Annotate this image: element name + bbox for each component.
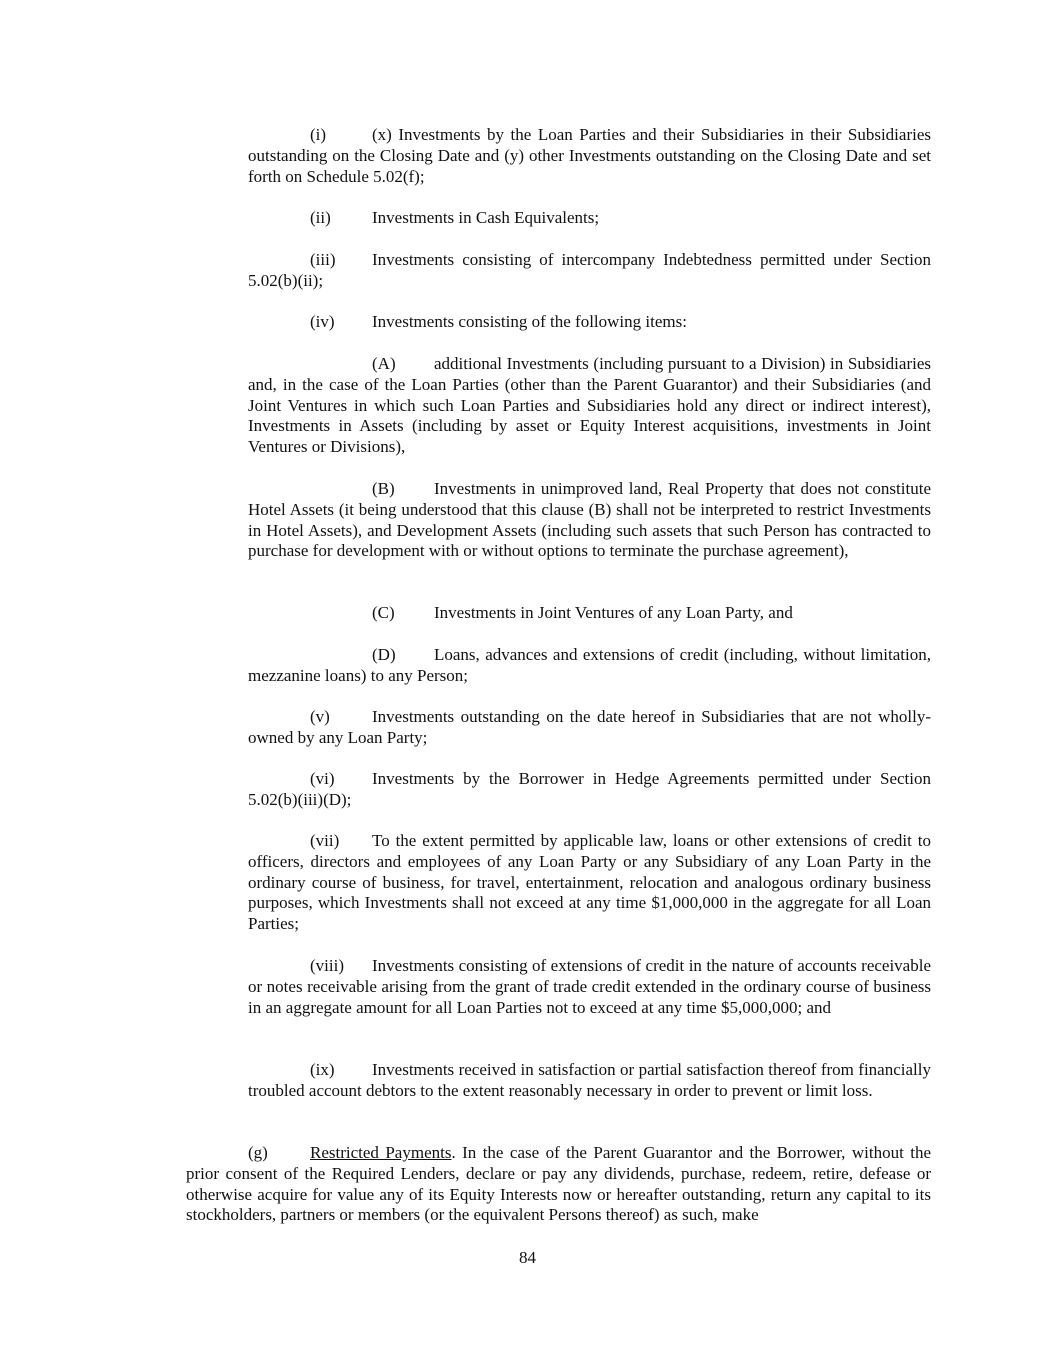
clause-label: (B)	[372, 479, 395, 498]
clause-text: Investments in unimproved land, Real Property that does not constitute Hotel Assets (it being understood that this clause (B) shall not be interpreted to restrict Investments in Hotel Assets), and Development Assets (including such assets that such Person has contracted to purchase for development with or without options to terminate the purchase agreement),	[248, 479, 931, 561]
clause-ix	[248, 1060, 931, 1102]
clause-ii	[248, 208, 931, 229]
clause-label: (vi)	[310, 769, 335, 788]
clause-i	[248, 125, 931, 187]
clause-vi	[248, 769, 931, 811]
clause-text: Investments consisting of intercompany Indebtedness permitted under Section 5.02(b)(ii);	[248, 250, 931, 290]
clause-iv	[248, 312, 931, 333]
clause-label: (i)	[310, 125, 327, 144]
clause-text: (x) Investments by the Loan Parties and their Subsidiaries in their Subsidiaries outstanding on the Closing Date and (y) other Investments outstanding on the Closing Date and set forth on Schedule 5.02(f);	[248, 125, 931, 186]
page-number: 84	[519, 1248, 536, 1267]
section-heading: Restricted Payments	[310, 1143, 452, 1162]
clause-label: (A)	[372, 354, 396, 373]
subclause-a	[248, 354, 931, 458]
clause-text: Investments in Joint Ventures of any Loan Party, and	[434, 603, 793, 622]
clause-label: (vii)	[310, 831, 340, 850]
clause-iii	[248, 250, 931, 292]
clause-text: Investments by the Borrower in Hedge Agreements permitted under Section 5.02(b)(iii)(D);	[248, 769, 931, 809]
clause-label: (D)	[372, 645, 396, 664]
section-heading-punct: .	[451, 1143, 456, 1162]
clause-text: Investments consisting of extensions of credit in the nature of accounts receivable or notes receivable arising from the grant of trade credit extended in the ordinary course of business in an aggregate amount for all Loan Parties not to exceed at any time $5,000,000; and	[248, 956, 931, 1017]
clause-label: (ix)	[310, 1060, 335, 1079]
clause-label: (C)	[372, 603, 395, 622]
clause-label: (ii)	[310, 208, 331, 227]
clause-viii	[248, 956, 931, 1018]
clause-text: Investments consisting of the following items:	[372, 312, 687, 331]
clause-label: (iii)	[310, 250, 336, 269]
subclause-c	[248, 603, 931, 624]
subclause-d	[248, 645, 931, 687]
clause-text: Loans, advances and extensions of credit (including, without limitation, mezzanine loans) to any Person;	[248, 645, 931, 685]
section-g	[186, 1143, 931, 1226]
clause-text: Investments received in satisfaction or partial satisfaction thereof from financially troubled account debtors to the extent reasonably necessary in order to prevent or limit loss.	[248, 1060, 931, 1100]
clause-label: (viii)	[310, 956, 344, 975]
section-label: (g)	[248, 1143, 268, 1162]
clause-text: Investments outstanding on the date hereof in Subsidiaries that are not wholly-owned by any Loan Party;	[248, 707, 931, 747]
clause-v	[248, 707, 931, 749]
clause-vii	[248, 831, 931, 935]
subclause-b	[248, 479, 931, 562]
clause-text: additional Investments (including pursuant to a Division) in Subsidiaries and, in the case of the Loan Parties (other than the Parent Guarantor) and their Subsidiaries (and Joint Ventures in which such Loan Parties and Subsidiaries hold any direct or indirect interest), Investments in Assets (including by asset or Equity Interest acquisitions, investments in Joint Ventures or Divisions),	[248, 354, 931, 457]
clause-label: (v)	[310, 707, 330, 726]
clause-text: To the extent permitted by applicable law, loans or other extensions of credit to officers, directors and employees of any Loan Party or any Subsidiary of any Loan Party in the ordinary course of business, for travel, entertainment, relocation and analogous ordinary business purposes, which Investments shall not exceed at any time $1,000,000 in the aggregate for all Loan Parties;	[248, 831, 931, 934]
clause-label: (iv)	[310, 312, 335, 331]
clause-text: Investments in Cash Equivalents;	[372, 208, 600, 227]
section-text: In the case of the Parent Guarantor and the Borrower, without the prior consent of the Required Lenders, declare or pay any dividends, purchase, redeem, retire, defease or otherwise acquire for value any of its Equity Interests now or hereafter outstanding, return any capital to its stockholders, partners or members (or the equivalent Persons thereof) as such, make	[186, 1143, 931, 1225]
